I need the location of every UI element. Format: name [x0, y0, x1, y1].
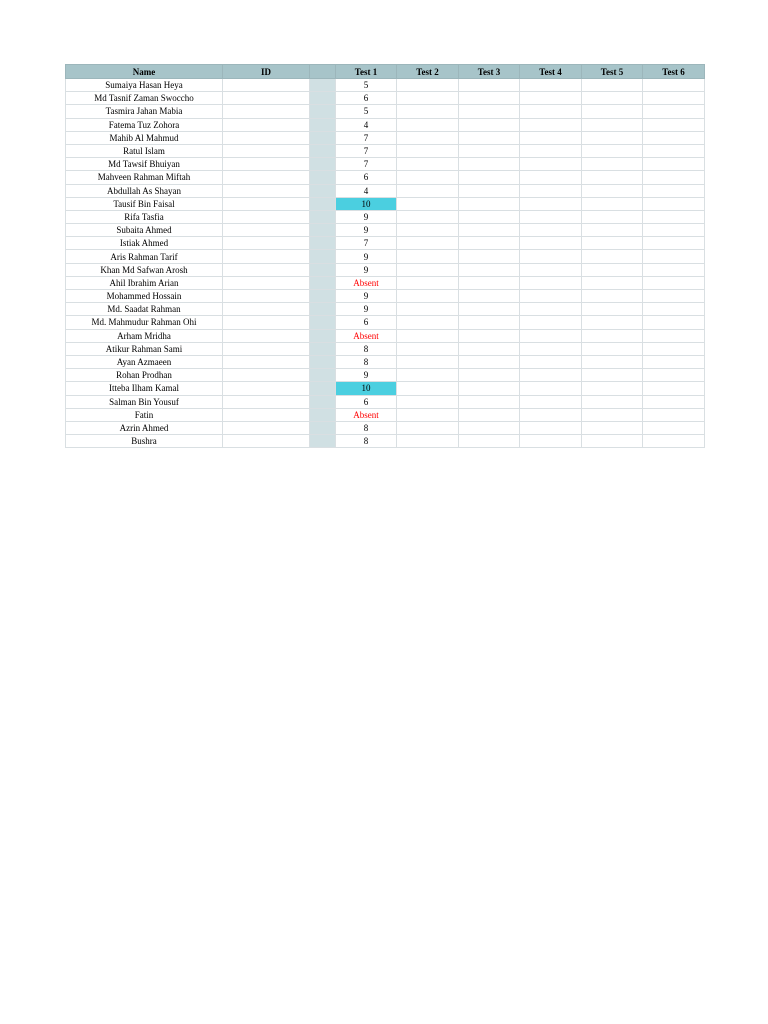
table-row	[66, 184, 705, 197]
test-5-cell[interactable]	[582, 290, 643, 303]
id-cell[interactable]	[223, 92, 310, 105]
test-5-cell[interactable]	[582, 408, 643, 421]
test-1-cell[interactable]: 6	[336, 395, 397, 408]
test-6-cell[interactable]	[643, 395, 705, 408]
blank-cell[interactable]	[310, 197, 336, 210]
test-3-cell[interactable]	[459, 105, 520, 118]
blank-cell[interactable]	[310, 276, 336, 289]
table-row	[66, 144, 705, 157]
test-1-cell[interactable]: 10	[336, 382, 397, 395]
table-row	[66, 224, 705, 237]
id-cell[interactable]	[223, 118, 310, 131]
test-3-cell[interactable]	[459, 329, 520, 342]
id-cell[interactable]	[223, 316, 310, 329]
name-cell[interactable]: Md. Saadat Rahman	[66, 303, 223, 316]
test-2-cell[interactable]	[397, 355, 459, 368]
test-2-cell[interactable]	[397, 144, 459, 157]
test-3-cell[interactable]	[459, 118, 520, 131]
test-3-cell[interactable]	[459, 395, 520, 408]
test-1-cell[interactable]: 7	[336, 131, 397, 144]
name-cell[interactable]: Tausif Bin Faisal	[66, 197, 223, 210]
table-row	[66, 105, 705, 118]
test-2-cell[interactable]	[397, 395, 459, 408]
name-cell[interactable]: Istiak Ahmed	[66, 237, 223, 250]
header-name[interactable]: Name	[66, 65, 223, 79]
test-5-cell[interactable]	[582, 224, 643, 237]
test-6-cell[interactable]	[643, 224, 705, 237]
blank-cell[interactable]	[310, 290, 336, 303]
test-4-cell[interactable]	[520, 197, 582, 210]
table-row	[66, 329, 705, 342]
test-4-cell[interactable]	[520, 290, 582, 303]
table-row	[66, 435, 705, 448]
name-cell[interactable]: Salman Bin Yousuf	[66, 395, 223, 408]
test-6-cell[interactable]	[643, 210, 705, 223]
test-6-cell[interactable]	[643, 408, 705, 421]
test-5-cell[interactable]	[582, 303, 643, 316]
test-3-cell[interactable]	[459, 79, 520, 92]
test-6-cell[interactable]	[643, 79, 705, 92]
test-1-cell[interactable]: 9	[336, 303, 397, 316]
table-row	[66, 197, 705, 210]
test-5-cell[interactable]	[582, 184, 643, 197]
test-1-cell[interactable]: 4	[336, 118, 397, 131]
test-2-cell[interactable]	[397, 184, 459, 197]
blank-cell[interactable]	[310, 118, 336, 131]
test-4-cell[interactable]	[520, 355, 582, 368]
id-cell[interactable]	[223, 342, 310, 355]
test-2-cell[interactable]	[397, 131, 459, 144]
test-3-cell[interactable]	[459, 369, 520, 382]
test-5-cell[interactable]	[582, 105, 643, 118]
test-4-cell[interactable]	[520, 224, 582, 237]
test-3-cell[interactable]	[459, 237, 520, 250]
test-5-cell[interactable]	[582, 210, 643, 223]
id-cell[interactable]	[223, 79, 310, 92]
test-3-cell[interactable]	[459, 197, 520, 210]
test-5-cell[interactable]	[582, 250, 643, 263]
test-4-cell[interactable]	[520, 118, 582, 131]
test-3-cell[interactable]	[459, 408, 520, 421]
header-blank[interactable]	[310, 65, 336, 79]
table-row	[66, 276, 705, 289]
id-cell[interactable]	[223, 131, 310, 144]
id-cell[interactable]	[223, 435, 310, 448]
id-cell[interactable]	[223, 421, 310, 434]
test-3-cell[interactable]	[459, 158, 520, 171]
test-6-cell[interactable]	[643, 263, 705, 276]
blank-cell[interactable]	[310, 342, 336, 355]
table-row	[66, 342, 705, 355]
test-6-cell[interactable]	[643, 342, 705, 355]
test-1-cell[interactable]: 6	[336, 92, 397, 105]
test-4-cell[interactable]	[520, 171, 582, 184]
test-6-cell[interactable]	[643, 316, 705, 329]
test-1-cell[interactable]: 9	[336, 224, 397, 237]
name-cell[interactable]: Subaita Ahmed	[66, 224, 223, 237]
test-6-cell[interactable]	[643, 131, 705, 144]
test-3-cell[interactable]	[459, 382, 520, 395]
test-1-cell[interactable]: 9	[336, 250, 397, 263]
blank-cell[interactable]	[310, 131, 336, 144]
test-2-cell[interactable]	[397, 421, 459, 434]
name-cell[interactable]: Tasmira Jahan Mabia	[66, 105, 223, 118]
test-4-cell[interactable]	[520, 421, 582, 434]
id-cell[interactable]	[223, 105, 310, 118]
blank-cell[interactable]	[310, 171, 336, 184]
id-cell[interactable]	[223, 408, 310, 421]
test-2-cell[interactable]	[397, 435, 459, 448]
id-cell[interactable]	[223, 171, 310, 184]
blank-cell[interactable]	[310, 316, 336, 329]
test-1-cell[interactable]: 6	[336, 171, 397, 184]
test-3-cell[interactable]	[459, 263, 520, 276]
test-2-cell[interactable]	[397, 250, 459, 263]
test-5-cell[interactable]	[582, 158, 643, 171]
test-5-cell[interactable]	[582, 92, 643, 105]
test-3-cell[interactable]	[459, 290, 520, 303]
test-2-cell[interactable]	[397, 316, 459, 329]
test-2-cell[interactable]	[397, 118, 459, 131]
test-6-cell[interactable]	[643, 184, 705, 197]
header-test-2[interactable]: Test 2	[397, 65, 459, 79]
test-4-cell[interactable]	[520, 237, 582, 250]
test-2-cell[interactable]	[397, 263, 459, 276]
test-3-cell[interactable]	[459, 144, 520, 157]
test-2-cell[interactable]	[397, 369, 459, 382]
test-5-cell[interactable]	[582, 144, 643, 157]
name-cell[interactable]: Ahil Ibrahim Arian	[66, 276, 223, 289]
name-cell[interactable]: Azrin Ahmed	[66, 421, 223, 434]
test-1-cell[interactable]: 8	[336, 355, 397, 368]
table-row	[66, 382, 705, 395]
test-2-cell[interactable]	[397, 171, 459, 184]
id-cell[interactable]	[223, 210, 310, 223]
test-1-cell[interactable]: 7	[336, 237, 397, 250]
id-cell[interactable]	[223, 250, 310, 263]
test-4-cell[interactable]	[520, 144, 582, 157]
test-3-cell[interactable]	[459, 171, 520, 184]
test-5-cell[interactable]	[582, 382, 643, 395]
id-cell[interactable]	[223, 237, 310, 250]
name-cell[interactable]: Ratul Islam	[66, 144, 223, 157]
test-6-cell[interactable]	[643, 250, 705, 263]
id-cell[interactable]	[223, 224, 310, 237]
id-cell[interactable]	[223, 290, 310, 303]
blank-cell[interactable]	[310, 79, 336, 92]
header-test-1[interactable]: Test 1	[336, 65, 397, 79]
test-1-cell[interactable]: 4	[336, 184, 397, 197]
test-1-cell[interactable]: 9	[336, 369, 397, 382]
test-5-cell[interactable]	[582, 435, 643, 448]
test-4-cell[interactable]	[520, 79, 582, 92]
test-2-cell[interactable]	[397, 92, 459, 105]
name-cell[interactable]: Md. Mahmudur Rahman Ohi	[66, 316, 223, 329]
header-id[interactable]: ID	[223, 65, 310, 79]
blank-cell[interactable]	[310, 210, 336, 223]
table-row	[66, 355, 705, 368]
test-6-cell[interactable]	[643, 144, 705, 157]
test-6-cell[interactable]	[643, 118, 705, 131]
name-cell[interactable]: Atikur Rahman Sami	[66, 342, 223, 355]
test-2-cell[interactable]	[397, 197, 459, 210]
name-cell[interactable]: Khan Md Safwan Arosh	[66, 263, 223, 276]
test-3-cell[interactable]	[459, 184, 520, 197]
id-cell[interactable]	[223, 184, 310, 197]
table-body	[66, 79, 705, 448]
name-cell[interactable]: Itteba Ilham Kamal	[66, 382, 223, 395]
name-cell[interactable]: Fatema Tuz Zohora	[66, 118, 223, 131]
test-2-cell[interactable]	[397, 303, 459, 316]
test-4-cell[interactable]	[520, 395, 582, 408]
test-4-cell[interactable]	[520, 92, 582, 105]
id-cell[interactable]	[223, 263, 310, 276]
score-table	[65, 64, 705, 448]
test-4-cell[interactable]	[520, 369, 582, 382]
test-3-cell[interactable]	[459, 276, 520, 289]
table-row	[66, 290, 705, 303]
id-cell[interactable]	[223, 369, 310, 382]
test-4-cell[interactable]	[520, 131, 582, 144]
test-3-cell[interactable]	[459, 250, 520, 263]
test-6-cell[interactable]	[643, 382, 705, 395]
test-6-cell[interactable]	[643, 435, 705, 448]
name-cell[interactable]: Sumaiya Hasan Heya	[66, 79, 223, 92]
test-1-cell[interactable]: 9	[336, 290, 397, 303]
id-cell[interactable]	[223, 158, 310, 171]
test-5-cell[interactable]	[582, 421, 643, 434]
name-cell[interactable]: Bushra	[66, 435, 223, 448]
blank-cell[interactable]	[310, 355, 336, 368]
test-2-cell[interactable]	[397, 105, 459, 118]
name-cell[interactable]: Md Tasnif Zaman Swoccho	[66, 92, 223, 105]
table-row	[66, 158, 705, 171]
blank-cell[interactable]	[310, 250, 336, 263]
test-2-cell[interactable]	[397, 276, 459, 289]
test-5-cell[interactable]	[582, 276, 643, 289]
table-row	[66, 171, 705, 184]
test-2-cell[interactable]	[397, 224, 459, 237]
test-1-cell[interactable]: 5	[336, 79, 397, 92]
test-6-cell[interactable]	[643, 171, 705, 184]
blank-cell[interactable]	[310, 408, 336, 421]
test-5-cell[interactable]	[582, 395, 643, 408]
test-5-cell[interactable]	[582, 171, 643, 184]
test-5-cell[interactable]	[582, 369, 643, 382]
name-cell[interactable]: Rifa Tasfia	[66, 210, 223, 223]
header-test-3[interactable]: Test 3	[459, 65, 520, 79]
test-1-cell[interactable]: 9	[336, 263, 397, 276]
test-2-cell[interactable]	[397, 79, 459, 92]
blank-cell[interactable]	[310, 382, 336, 395]
id-cell[interactable]	[223, 303, 310, 316]
id-cell[interactable]	[223, 395, 310, 408]
table-row	[66, 210, 705, 223]
test-6-cell[interactable]	[643, 197, 705, 210]
test-2-cell[interactable]	[397, 329, 459, 342]
test-6-cell[interactable]	[643, 158, 705, 171]
test-4-cell[interactable]	[520, 303, 582, 316]
test-4-cell[interactable]	[520, 435, 582, 448]
test-4-cell[interactable]	[520, 316, 582, 329]
id-cell[interactable]	[223, 276, 310, 289]
test-4-cell[interactable]	[520, 250, 582, 263]
test-5-cell[interactable]	[582, 263, 643, 276]
test-1-cell[interactable]: 5	[336, 105, 397, 118]
blank-cell[interactable]	[310, 144, 336, 157]
test-5-cell[interactable]	[582, 355, 643, 368]
test-4-cell[interactable]	[520, 184, 582, 197]
test-1-cell[interactable]: 9	[336, 210, 397, 223]
test-6-cell[interactable]	[643, 105, 705, 118]
test-2-cell[interactable]	[397, 158, 459, 171]
test-1-cell[interactable]: 7	[336, 144, 397, 157]
test-1-cell[interactable]: Absent	[336, 276, 397, 289]
test-4-cell[interactable]	[520, 342, 582, 355]
test-4-cell[interactable]	[520, 263, 582, 276]
name-cell[interactable]: Aris Rahman Tarif	[66, 250, 223, 263]
name-cell[interactable]: Mahib Al Mahmud	[66, 131, 223, 144]
blank-cell[interactable]	[310, 329, 336, 342]
test-6-cell[interactable]	[643, 421, 705, 434]
test-6-cell[interactable]	[643, 303, 705, 316]
name-cell[interactable]: Abdullah As Shayan	[66, 184, 223, 197]
test-4-cell[interactable]	[520, 382, 582, 395]
blank-cell[interactable]	[310, 158, 336, 171]
test-2-cell[interactable]	[397, 382, 459, 395]
table-row	[66, 395, 705, 408]
test-2-cell[interactable]	[397, 290, 459, 303]
blank-cell[interactable]	[310, 105, 336, 118]
table-row	[66, 118, 705, 131]
test-5-cell[interactable]	[582, 118, 643, 131]
id-cell[interactable]	[223, 329, 310, 342]
name-cell[interactable]: Md Tawsif Bhuiyan	[66, 158, 223, 171]
test-1-cell[interactable]: Absent	[336, 329, 397, 342]
blank-cell[interactable]	[310, 92, 336, 105]
name-cell[interactable]: Arham Mridha	[66, 329, 223, 342]
test-3-cell[interactable]	[459, 435, 520, 448]
test-1-cell[interactable]: 6	[336, 316, 397, 329]
blank-cell[interactable]	[310, 263, 336, 276]
test-4-cell[interactable]	[520, 210, 582, 223]
header-test-5[interactable]: Test 5	[582, 65, 643, 79]
blank-cell[interactable]	[310, 224, 336, 237]
test-5-cell[interactable]	[582, 79, 643, 92]
test-4-cell[interactable]	[520, 105, 582, 118]
test-6-cell[interactable]	[643, 329, 705, 342]
table-row	[66, 131, 705, 144]
test-5-cell[interactable]	[582, 237, 643, 250]
test-1-cell[interactable]: 8	[336, 435, 397, 448]
test-6-cell[interactable]	[643, 92, 705, 105]
name-cell[interactable]: Fatin	[66, 408, 223, 421]
name-cell[interactable]: Mahveen Rahman Miftah	[66, 171, 223, 184]
test-3-cell[interactable]	[459, 303, 520, 316]
test-6-cell[interactable]	[643, 276, 705, 289]
blank-cell[interactable]	[310, 184, 336, 197]
header-row	[66, 65, 705, 79]
name-cell[interactable]: Rohan Prodhan	[66, 369, 223, 382]
table-row	[66, 316, 705, 329]
test-4-cell[interactable]	[520, 276, 582, 289]
test-1-cell[interactable]: 8	[336, 342, 397, 355]
table-row	[66, 79, 705, 92]
table-row	[66, 237, 705, 250]
test-4-cell[interactable]	[520, 329, 582, 342]
test-3-cell[interactable]	[459, 131, 520, 144]
blank-cell[interactable]	[310, 435, 336, 448]
test-6-cell[interactable]	[643, 355, 705, 368]
test-1-cell[interactable]: Absent	[336, 408, 397, 421]
test-3-cell[interactable]	[459, 355, 520, 368]
test-1-cell[interactable]: 8	[336, 421, 397, 434]
test-3-cell[interactable]	[459, 342, 520, 355]
test-6-cell[interactable]	[643, 237, 705, 250]
id-cell[interactable]	[223, 144, 310, 157]
table-row	[66, 369, 705, 382]
table-row	[66, 92, 705, 105]
test-1-cell[interactable]: 7	[336, 158, 397, 171]
test-4-cell[interactable]	[520, 408, 582, 421]
blank-cell[interactable]	[310, 369, 336, 382]
test-6-cell[interactable]	[643, 290, 705, 303]
test-2-cell[interactable]	[397, 210, 459, 223]
test-5-cell[interactable]	[582, 131, 643, 144]
test-3-cell[interactable]	[459, 210, 520, 223]
test-5-cell[interactable]	[582, 316, 643, 329]
test-3-cell[interactable]	[459, 92, 520, 105]
test-2-cell[interactable]	[397, 237, 459, 250]
test-3-cell[interactable]	[459, 421, 520, 434]
name-cell[interactable]: Mohammed Hossain	[66, 290, 223, 303]
header-test-6[interactable]: Test 6	[643, 65, 705, 79]
table-row	[66, 408, 705, 421]
test-4-cell[interactable]	[520, 158, 582, 171]
table-row	[66, 421, 705, 434]
table-row	[66, 250, 705, 263]
blank-cell[interactable]	[310, 421, 336, 434]
table-row	[66, 303, 705, 316]
id-cell[interactable]	[223, 355, 310, 368]
test-6-cell[interactable]	[643, 369, 705, 382]
name-cell[interactable]: Ayan Azmaeen	[66, 355, 223, 368]
header-test-4[interactable]: Test 4	[520, 65, 582, 79]
test-5-cell[interactable]	[582, 342, 643, 355]
blank-cell[interactable]	[310, 303, 336, 316]
test-3-cell[interactable]	[459, 224, 520, 237]
test-2-cell[interactable]	[397, 408, 459, 421]
table-row	[66, 263, 705, 276]
test-3-cell[interactable]	[459, 316, 520, 329]
blank-cell[interactable]	[310, 237, 336, 250]
test-2-cell[interactable]	[397, 342, 459, 355]
id-cell[interactable]	[223, 382, 310, 395]
blank-cell[interactable]	[310, 395, 336, 408]
test-5-cell[interactable]	[582, 197, 643, 210]
test-1-cell[interactable]: 10	[336, 197, 397, 210]
test-5-cell[interactable]	[582, 329, 643, 342]
id-cell[interactable]	[223, 197, 310, 210]
